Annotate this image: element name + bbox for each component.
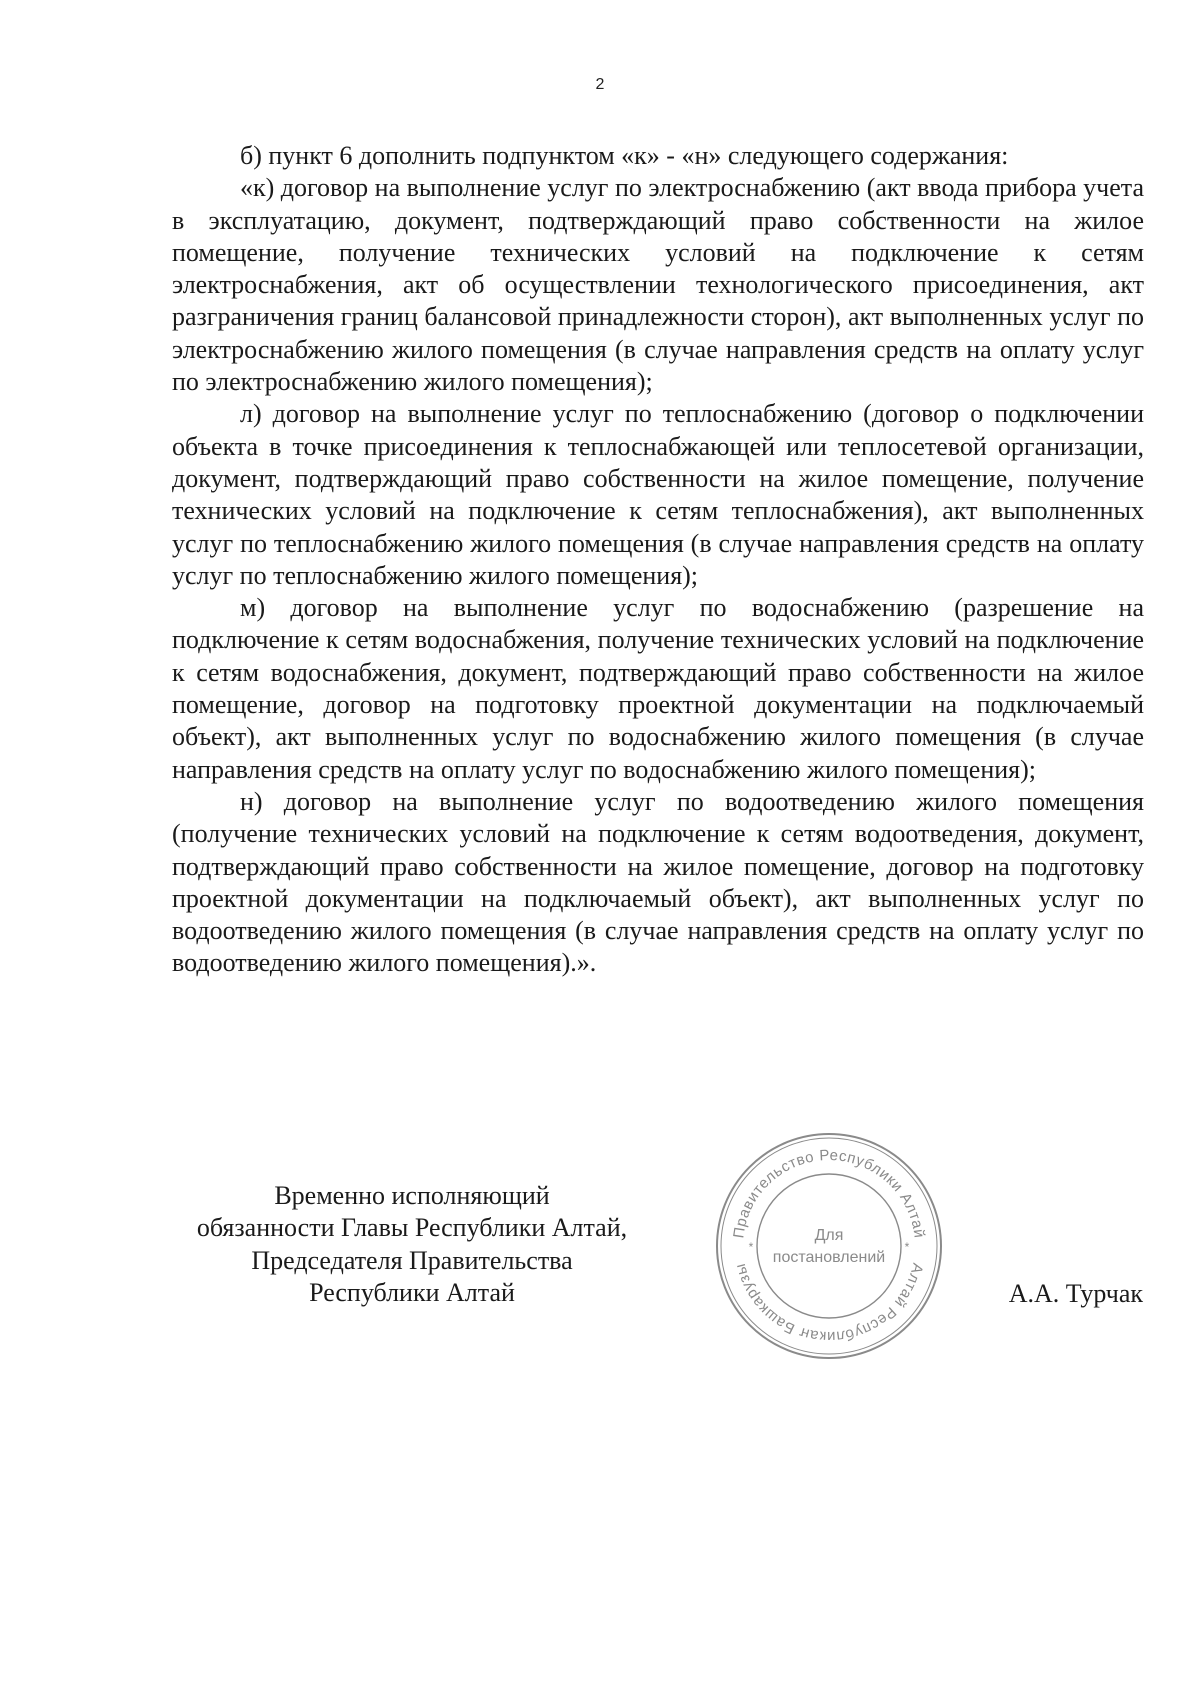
paragraph-m: м) договор на выполнение услуг по водоснабжению (разрешение на подключение к сетям водоснабжения, получение технических условий на подключение к сетям водоснабжения, документ, подтверждающий право собственности на жилое помещение, договор на подготовку проектной документации на подключаемый объект), акт выполненных услуг по водоснабжению жилого помещения (в случае направления средств на оплату услуг по водоснабжению жилого помещения); <box>172 593 1144 784</box>
paragraph-b: б) пункт 6 дополнить подпунктом «к» - «н» следующего содержания: <box>240 141 1009 170</box>
signatory-title-line: Председателя Правительства <box>251 1245 573 1275</box>
signatory-name: А.А. Турчак <box>1008 1279 1143 1308</box>
stamp-star-left: * <box>748 1240 754 1254</box>
document-body <box>172 140 1144 980</box>
stamp-top-text: Правительство Республики Алтай <box>730 1146 928 1240</box>
stamp-inner-ring <box>757 1174 901 1318</box>
stamp-star-right: * <box>904 1240 910 1254</box>
paragraph-l: л) договор на выполнение услуг по теплоснабжению (договор о подключении объекта в точке присоединения к теплоснабжающей или теплосетевой организации, документ, подтверждающий право собственности на жилое помещение, получение технических условий на подключение к сетям теплоснабжения), акт выполненных услуг по теплоснабжению жилого помещения (в случае направления средств на оплату услуг по теплоснабжению жилого помещения); <box>172 399 1144 590</box>
paragraph-k: «к) договор на выполнение услуг по электроснабжению (акт ввода прибора учета в эксплуатацию, документ, подтверждающий право собственности на жилое помещение, получение технических условий на подключение к сетям электроснабжения, акт об осуществлении технологического присоединения, акт разграничения границ балансовой принадлежности сторон), акт выполненных услуг по электроснабжению жилого помещения (в случае направления средств на оплату услуг по электроснабжению жилого помещения); <box>172 173 1144 397</box>
stamp-bottom-text: Алтай Республикаҥ Башкарузы <box>731 1261 927 1346</box>
official-stamp <box>713 1130 945 1362</box>
signatory-title-line: Республики Алтай <box>309 1277 515 1307</box>
signatory-title-line: обязанности Главы Республики Алтай, <box>196 1213 628 1243</box>
paragraph-n: н) договор на выполнение услуг по водоотведению жилого помещения (получение технических условий на подключение к сетям водоотведения, документ, подтверждающий право собственности на жилое помещение, договор на подготовку проектной документации на подключаемый объект), акт выполненных услуг по водоотведению жилого помещения (в случае направления средств на оплату услуг по водоотведению жилого помещения).». <box>172 786 1144 978</box>
stamp-center-line-2: постановлений <box>772 1249 886 1266</box>
page-number: 2 <box>595 76 605 93</box>
signatory-title <box>172 1180 652 1309</box>
stamp-center-line-1: Для <box>814 1227 844 1244</box>
signatory-title-line: Временно исполняющий <box>274 1181 550 1210</box>
